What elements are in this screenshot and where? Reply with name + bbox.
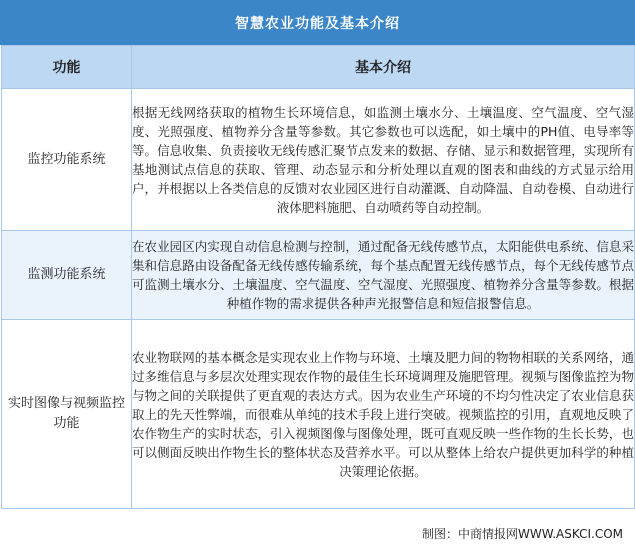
description-cell: 在农业园区内实现自动信息检测与控制，通过配备无线传感节点，太阳能供电系统、信息采集和信息路由设备配备无线传感传输系统，每个基点配置无线传感节点，每个无线传感节点可监测土壤水分、土壤温度、空气温度、空气湿度、光照强度、植物养分含量等参数。根据种植作物的需求提供各种声光报警信息和短信报警信息。 [132, 231, 635, 320]
table-row [2, 231, 635, 320]
table-row [2, 320, 635, 509]
function-cell: 监测功能系统 [2, 231, 132, 320]
table-row [2, 89, 635, 231]
function-cell: 监控功能系统 [2, 89, 132, 231]
feature-table [1, 45, 635, 509]
column-header-description: 基本介绍 [132, 46, 635, 89]
description-cell: 农业物联网的基本概念是实现农业上作物与环境、土壤及肥力间的物物相联的关系网络，通过多维信息与多层次处理实现农作物的最佳生长环境调理及施肥管理。视频与图像监控为物与物之间的关联提供了更直观的表达方式。因为农业生产环境的不均匀性决定了农业信息获取上的先天性弊端，而很难从单纯的技术手段上进行突破。视频监控的引用，直观地反映了农作物生产的实时状态，引入视频图像与图像处理，既可直观反映一些作物的生长长势，也可以侧面反映出作物生长的整体状态及营养水平。可以从整体上给农户提供更加科学的种植决策理论依据。 [132, 320, 635, 509]
header-row [2, 46, 635, 89]
column-header-function: 功能 [2, 46, 132, 89]
source-credit: 制图：中商情报网WWW.ASKCI.COM [422, 527, 623, 541]
function-cell: 实时图像与视频监控功能 [2, 320, 132, 509]
description-cell: 根据无线网络获取的植物生长环境信息，如监测土壤水分、土壤温度、空气温度、空气湿度、光照强度、植物养分含量等参数。其它参数也可以选配，如土壤中的PH值、电导率等等。信息收集、负责接收无线传感汇聚节点发来的数据、存储、显示和数据管理，实现所有基地测试点信息的获取、管理、动态显示和分析处理以直观的图表和曲线的方式显示给用户，并根据以上各类信息的反馈对农业园区进行自动灌溉、自动降温、自动卷模、自动进行液体肥料施肥、自动喷药等自动控制。 [132, 89, 635, 231]
table-title: 智慧农业功能及基本介绍 [0, 0, 635, 45]
